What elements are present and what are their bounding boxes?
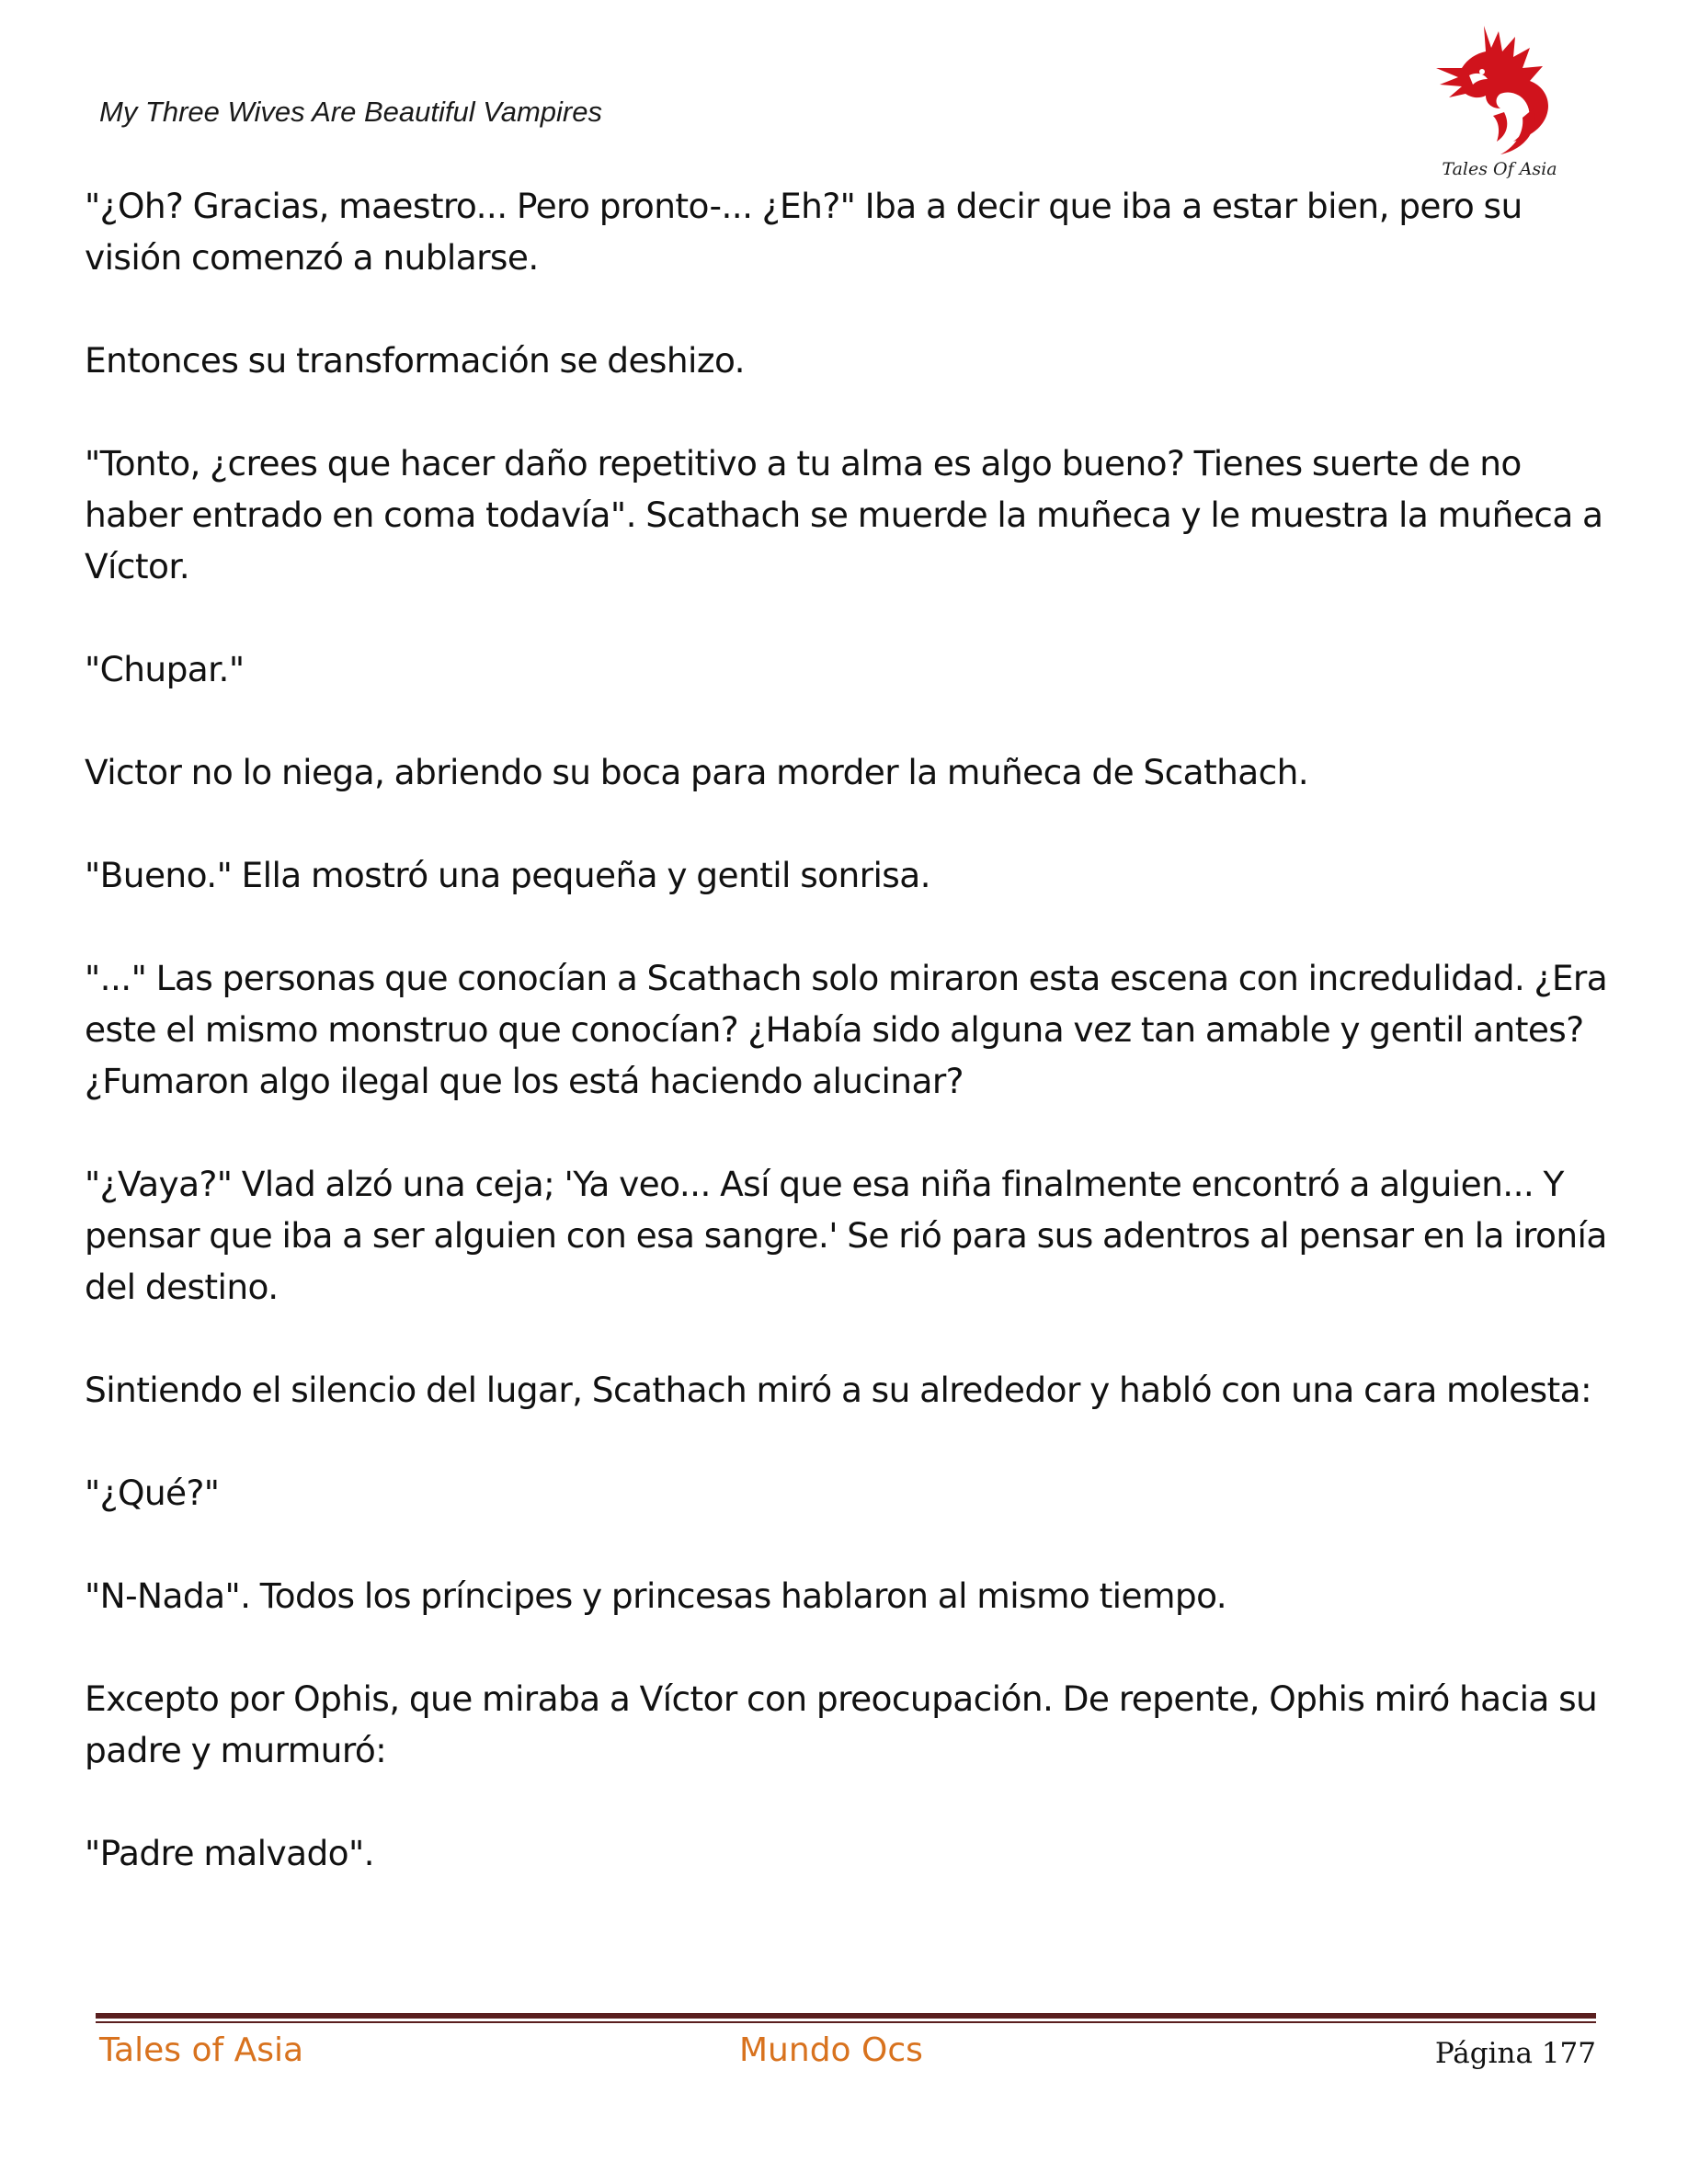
footer-divider [96, 2013, 1596, 2023]
dragon-logo-icon [1431, 20, 1568, 184]
svg-text:Tales Of Asia: Tales Of Asia [1442, 159, 1557, 179]
paragraph: "Padre malvado". [85, 1833, 374, 1873]
paragraph: "¿Qué?" [85, 1473, 220, 1513]
tales-of-asia-logo [1431, 20, 1568, 184]
paragraph: "..." Las personas que conocían a Scathach solo miraron esta escena con incredulidad. ¿Era este el mismo monstruo que conocían? ¿Había sido alguna vez tan amable y gentil antes? ¿Fumaron algo ilegal que los está haciendo alucinar? [85, 958, 1608, 1101]
paragraph: Entonces su transformación se deshizo. [85, 340, 745, 381]
paragraph: "¿Vaya?" Vlad alzó una ceja; 'Ya veo... Así que esa niña finalmente encontró a alguien... Y pensar que iba a ser alguien con esa sangre.' Se rió para sus adentros al pensar en la ironía del destino. [85, 1164, 1607, 1307]
paragraph: "Bueno." Ella mostró una pequeña y gentil sonrisa. [85, 855, 930, 895]
paragraph: Excepto por Ophis, que miraba a Víctor con preocupación. De repente, Ophis miró hacia su padre y murmuró: [85, 1678, 1598, 1770]
paragraph: "¿Oh? Gracias, maestro... Pero pronto-... ¿Eh?" Iba a decir que iba a estar bien, pero su visión comenzó a nublarse. [85, 186, 1523, 278]
footer-site-name: Tales of Asia [99, 2031, 304, 2069]
paragraph: "Chupar." [85, 649, 245, 689]
paragraph: Sintiendo el silencio del lugar, Scathach miró a su alrededor y habló con una cara molesta: [85, 1370, 1592, 1410]
footer-section-name: Mundo Ocs [739, 2031, 923, 2069]
paragraph: "Tonto, ¿crees que hacer daño repetitivo a tu alma es algo bueno? Tienes suerte de no haber entrado en coma todavía". Scathach se muerde la muñeca y le muestra la muñeca a Víctor. [85, 443, 1603, 586]
paragraph: "N-Nada". Todos los príncipes y princesas hablaron al mismo tiempo. [85, 1575, 1227, 1616]
chapter-body [85, 180, 1611, 1930]
page-number: Página 177 [1434, 2037, 1596, 2070]
header-book-title: My Three Wives Are Beautiful Vampires [99, 96, 602, 128]
paragraph: Victor no lo niega, abriendo su boca para morder la muñeca de Scathach. [85, 752, 1309, 792]
